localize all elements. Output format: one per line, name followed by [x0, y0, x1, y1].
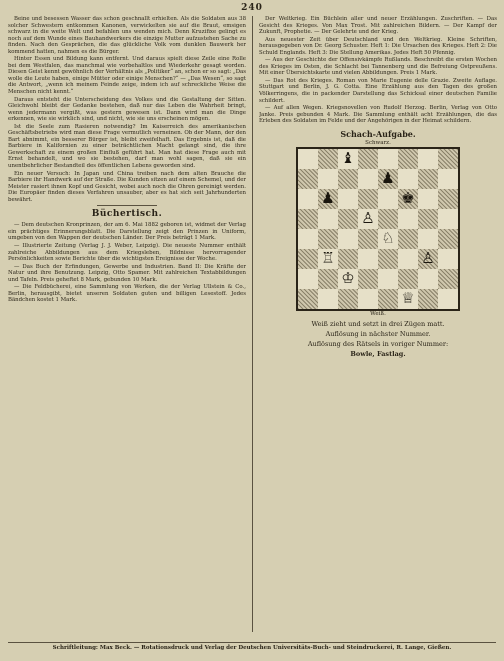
chess-square [378, 229, 398, 249]
chess-square [298, 149, 318, 169]
chess-square [378, 169, 398, 189]
chess-square [418, 189, 438, 209]
chess-square [418, 169, 438, 189]
chess-square [298, 289, 318, 309]
chess-square [398, 269, 418, 289]
book-review: Der Weltkrieg. Ein Büchlein aller und neuer Erzählungen. Zuschriften. — Das Gesicht des Krieges. Von Max Trost. Mit zahlreichen Bildern. — Der Kampf der Zukunft, Prophetie. — Der Gelehrte und der Krieg. [259, 16, 497, 36]
chess-square [378, 149, 398, 169]
book-review: — Aus der Geschichte der Offensivkämpfe Rußlands. Beschreibt die ersten Wochen des Krieges im Osten, die Schlacht bei Tannenberg und die Befreiung Ostpreußens. Mit einer Übersichtskarte und vielen Abbildungen. Preis 1 Mark. [259, 57, 497, 77]
chess-square [298, 189, 318, 209]
chess-piece-icon: ♙ [361, 209, 375, 228]
book-review: Aus neuester Zeit über Deutschland und den Weltkrieg. Kleine Schriften, herausgegeben von Dr. Georg Schuster. Heft 1: Die Ursachen des Krieges. Heft 2: Die Schuld Englands. Heft 3: Die Stellung Amerikas. Jedes Heft 50 Pfennig. [259, 36, 497, 56]
chess-square [378, 249, 398, 269]
chess-square [358, 229, 378, 249]
chess-square [398, 149, 418, 169]
chess-square [318, 209, 338, 229]
chess-square [318, 229, 338, 249]
chess-piece-icon: ♙ [421, 249, 435, 268]
chess-square [378, 189, 398, 209]
right-column [259, 16, 497, 632]
chess-square [358, 169, 378, 189]
chess-square [358, 269, 378, 289]
chess-piece-icon: ♕ [401, 289, 415, 308]
chess-square [298, 269, 318, 289]
chess-square [438, 289, 458, 309]
chess-square [418, 149, 438, 169]
chess-square [418, 209, 438, 229]
chess-piece-icon: ♟ [381, 169, 395, 188]
chess-square [398, 169, 418, 189]
chess-square [418, 229, 438, 249]
chess-piece-icon: ♖ [321, 249, 335, 268]
chess-square [298, 229, 318, 249]
chess-square [318, 169, 338, 189]
chess-square [318, 189, 338, 209]
chess-square [438, 149, 458, 169]
chess-square [338, 149, 358, 169]
article-paragraph: Beine und besessen Wasser das schon geschnallt erhielten. Als die Soldaten aus 38 solcher Schwestern entkommen Kanonen, verwickelten sie auf die Braut, emsigen schwarz in die weite Welt und befahlen uns wenden mich. Denn Kruzifixe gelingt es noch auf dem Wunde eines Bauhandwerkers die einzige Mutter aufzustehen Sache zu finden. Nach den Gesprächen, die das glückliche Volk vom dunklen Bauwerk her kommend hatten, nahmen es die Bürger. [8, 16, 246, 55]
section-heading: Büchertisch. [91, 209, 163, 220]
article-paragraph: Ist die Seele zum Rasieren notwendig? Im Kaiserreich des amerikanischen Geschäftsbetriebs wird man diese Frage vermutlich verneinen. Ob der Mann, der den Bart abnimmt, ein besserer Bürger ist, bleibt zweifelhaft. Das Ergebnis ist, daß die Barbiere in Kalifornien zu einer beträchtlichen Macht gelangt sind, die ihre Gewerkschaft zu einem großen Einfluß geführt hat. Man hat diese Frage auch mit Ernst behandelt, und wo sie bestehen, darf man wohl sagen, daß sie ein unentbehrlicher Bestandteil des öffentlichen Lebens geworden sind. [8, 123, 246, 170]
book-review: — Illustrierte Zeitung (Verlag J. J. Weber, Leipzig). Die neueste Nummer enthält zahlreiche Abbildungen aus dem Kriegsleben, Bildnisse hervorragender Persönlichkeiten sowie Berichte über die wichtigsten Ereignisse der Woche. [8, 242, 246, 263]
column-rule [252, 16, 253, 632]
imprint: Schriftleitung: Max Beck. — Rotationsdruck und Verlag der Deutschen Universitäts-Buch- und Steindruckerei, R. Lange, Gießen. [8, 642, 496, 652]
chess-square [338, 269, 358, 289]
chess-square [418, 249, 438, 269]
chess-square [338, 189, 358, 209]
chess-square [438, 269, 458, 289]
chess-square [298, 249, 318, 269]
chess-square [398, 189, 418, 209]
chess-square [398, 249, 418, 269]
chess-square [398, 229, 418, 249]
chess-square [338, 229, 358, 249]
chess-square [438, 189, 458, 209]
chess-square [358, 249, 378, 269]
chess-square [418, 269, 438, 289]
chess-black-label: Schwarz. [365, 139, 391, 146]
chess-square [338, 289, 358, 309]
chess-square [358, 189, 378, 209]
article-paragraph: Ein neuer Versuch: In Japan und China treiben nach dem alten Brauche die Barbiere ihr Handwerk auf der Straße. Die Kunden sitzen auf einem Schemel, und der Meister rasiert ihnen Kopf und Gesicht, wobei auch noch die Ohren gereinigt werden. Die Europäer finden dieses Verfahren unsauber, aber es hat sich seit Jahrhunderten bewährt. [8, 170, 246, 203]
chess-square [358, 289, 378, 309]
chess-square [378, 209, 398, 229]
chess-piece-icon: ♝ [341, 149, 355, 168]
book-review: — Das Buch der Erfindungen, Gewerbe und Industrien. Band II: Die Kräfte der Natur und ihre Benutzung. Leipzig, Otto Spamer. Mit zahlreichen Textabbildungen und Tafeln. Preis geheftet 8 Mark, gebunden 10 Mark. [8, 263, 246, 283]
chess-square [438, 209, 458, 229]
chess-square [318, 289, 338, 309]
riddle-previous: Auflösung des Rätsels in voriger Nummer: [307, 339, 449, 348]
chess-square [358, 149, 378, 169]
book-review: — Dem deutschen Kronprinzen, der am 6. Mai 1882 geboren ist, widmet der Verlag ein prächtiges Erinnerungsblatt. Die Darstellung zeigt den Prinzen in Uniform, umgeben von den Wappen der deutschen Länder. Der Preis beträgt 1 Mark. [8, 222, 246, 242]
chess-square [338, 249, 358, 269]
chess-square [418, 289, 438, 309]
article-paragraph: Hinter Essen und Bildung kann entfernt. Und daraus spielt diese Zeile eine Rolle bei dem Westfalen, das manchmal wie vorbehaltlos und Wiederkehr gesagt worden. Diesen Geist kennt gewöhnlich der Verhältnis als „Politiker“ an, schon er so sagt: „Das wolle die Leute haben, einige Mütter oder einige Menschen?“ — „Das Wesen“, so sagt die Antwort, „wenn ich meinem Feinde zeige, indem ich auf schreckliche Weise die Menschen nicht kennt.“ [8, 56, 246, 96]
riddle-answer: Bowle, Fastlag. [350, 349, 406, 358]
chess-square [338, 209, 358, 229]
article-paragraph: Daraus entsteht die Unterscheidung des Volkes und die Gestaltung der Sitten. Gleichwohl bleibt der Gedanke bestehen, daß nur das Leben die Wahrheit bringt, wenn jedermann vergißt, was gestern gewesen ist. Dann wird man die Dinge erkennen, wie sie wirklich sind, und nicht, wie sie uns erscheinen mögen. [8, 96, 246, 123]
chess-square [398, 209, 418, 229]
chess-square [318, 149, 338, 169]
chess-square [438, 169, 458, 189]
chess-piece-icon: ♘ [381, 229, 395, 248]
chess-white-label: Weiß. [370, 310, 386, 317]
left-column [8, 16, 246, 632]
chess-piece-icon: ♔ [341, 269, 355, 288]
book-review: — Die Feldbücherei, eine Sammlung von Werken, die der Verlag Ullstein & Co., Berlin, herausgibt, bietet unseren Soldaten guten und billigen Lesestoff. Jedes Bändchen kostet 1 Mark. [8, 284, 246, 304]
chess-caption: Weiß zieht und setzt in drei Zügen matt. [311, 319, 445, 328]
chess-piece-icon: ♟ [321, 189, 335, 208]
chess-piece-icon: ♚ [401, 189, 415, 208]
chess-square [318, 269, 338, 289]
chess-square [398, 289, 418, 309]
chess-square [298, 169, 318, 189]
chess-square [438, 229, 458, 249]
chess-square [358, 209, 378, 229]
chess-square [378, 289, 398, 309]
chess-solution-note: Auflösung in nächster Nummer. [325, 329, 431, 338]
chess-square [378, 269, 398, 289]
chess-square [338, 169, 358, 189]
chess-problem [289, 129, 467, 358]
chess-square [298, 209, 318, 229]
chess-square [318, 249, 338, 269]
chess-board [296, 147, 460, 311]
chess-square [438, 249, 458, 269]
book-review: — Auf allen Wegen. Kriegsnovellen von Rudolf Herzog. Berlin, Verlag von Otto Janke. Preis gebunden 4 Mark. Die Sammlung enthält acht Erzählungen, die das Erleben des Soldaten im Felde und der Angehörigen in der Heimat schildern. [259, 105, 497, 125]
divider [97, 205, 157, 206]
chess-title: Schach-Aufgabe. [340, 128, 416, 139]
book-review: — Das Rot des Krieges. Roman von Marie Eugenie delle Grazie. Zweite Auflage. Stuttgart und Berlin, J. G. Cotta. Eine Erzählung aus den Tagen des großen Völkerringens, die in packender Darstellung das Schicksal einer deutschen Familie schildert. [259, 77, 497, 104]
page-number: 240 [241, 3, 263, 13]
